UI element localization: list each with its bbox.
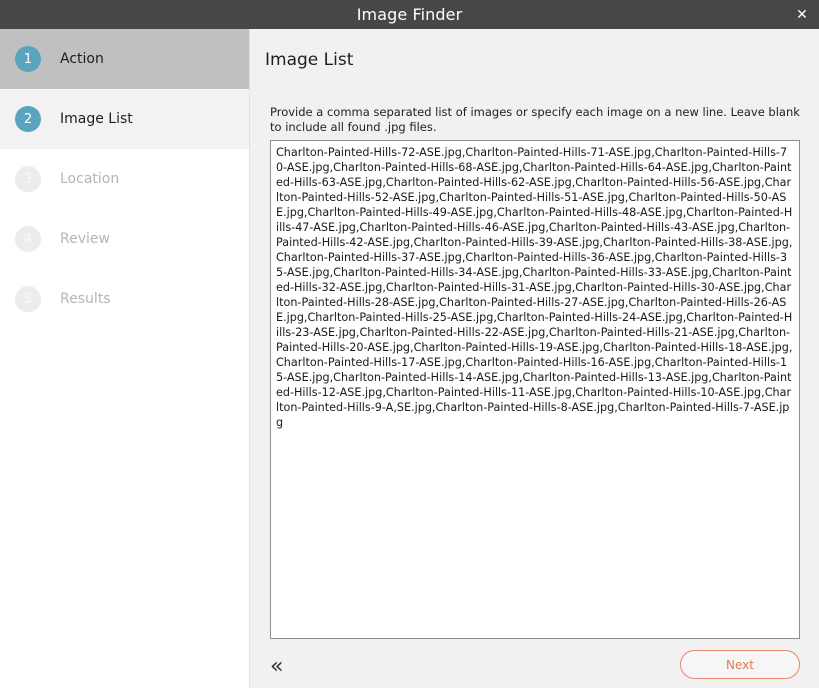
sidebar-empty-area: [0, 329, 249, 688]
step-location: [0, 149, 249, 209]
back-icon[interactable]: «: [270, 654, 284, 679]
step-label: Location: [60, 171, 120, 187]
step-number-badge: 2: [15, 106, 41, 132]
window-title: Image Finder: [356, 5, 463, 24]
close-icon[interactable]: ✕: [796, 6, 808, 22]
step-label: Results: [60, 291, 111, 307]
step-number-badge: 1: [15, 46, 41, 72]
step-number-badge: 3: [15, 166, 41, 192]
main-panel: [250, 29, 819, 688]
step-action[interactable]: [0, 29, 249, 89]
step-number-badge: 4: [15, 226, 41, 252]
step-review: [0, 209, 249, 269]
step-results: [0, 269, 249, 329]
next-button[interactable]: Next: [680, 650, 800, 679]
image-list-textarea[interactable]: [270, 140, 800, 639]
wizard-sidebar: [0, 29, 250, 688]
step-image-list[interactable]: [0, 89, 249, 149]
step-label: Review: [60, 231, 110, 247]
instructions-text: Provide a comma separated list of images or specify each image on a new line. Leave blank to include all found .jpg files.: [270, 105, 800, 134]
page-title: Image List: [265, 50, 354, 70]
title-bar: [0, 0, 819, 29]
step-label: Action: [60, 51, 104, 67]
step-label: Image List: [60, 111, 133, 127]
step-number-badge: 5: [15, 286, 41, 312]
